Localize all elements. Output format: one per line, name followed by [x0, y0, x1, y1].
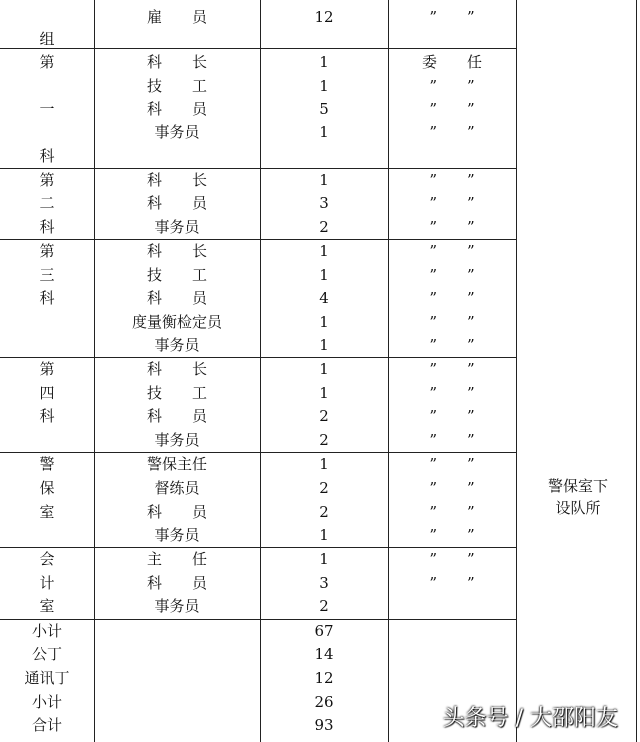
count-cell: 1 — [319, 123, 329, 141]
group-label: 公丁 — [31, 645, 62, 663]
count-cell: 4 — [319, 289, 329, 307]
position-cell: 督练员 — [154, 479, 200, 497]
count-cell: 1 — [319, 77, 329, 95]
position-cell: 技 工 — [146, 384, 207, 402]
count-cell: 1 — [319, 384, 329, 402]
count-cell: 14 — [314, 645, 334, 663]
rank-cell: ” ” — [429, 407, 475, 425]
count-cell: 3 — [319, 574, 329, 592]
position-cell: 科 长 — [146, 360, 207, 378]
group-label: 第 — [39, 53, 55, 71]
rank-cell: ” ” — [429, 455, 475, 473]
group-label: 通讯丁 — [24, 669, 70, 687]
group-label: 小计 — [31, 693, 62, 711]
count-cell: 1 — [319, 360, 329, 378]
position-cell: 雇 员 — [146, 8, 207, 26]
group-label: 科 — [39, 147, 55, 165]
position-cell: 科 长 — [146, 242, 207, 260]
position-cell: 技 工 — [146, 266, 207, 284]
watermark: 头条号 / 大邵阳友 — [442, 706, 618, 731]
rank-cell: ” ” — [429, 503, 475, 521]
count-cell: 1 — [319, 336, 329, 354]
position-cell: 科 员 — [146, 100, 207, 118]
count-cell: 2 — [319, 597, 329, 615]
count-cell: 1 — [319, 171, 329, 189]
rank-cell: ” ” — [429, 77, 475, 95]
position-cell: 科 员 — [146, 289, 207, 307]
count-cell: 2 — [319, 479, 329, 497]
group-label: 组 — [39, 30, 55, 48]
rank-cell: ” ” — [429, 289, 475, 307]
count-cell: 2 — [319, 407, 329, 425]
rank-cell: ” ” — [429, 194, 475, 212]
count-cell: 1 — [319, 242, 329, 260]
count-cell: 93 — [314, 716, 334, 734]
group-label: 科 — [39, 407, 55, 425]
group-label: 室 — [39, 597, 55, 615]
remark-line-2: 设队所 — [555, 499, 601, 517]
rank-cell: ” ” — [429, 218, 475, 236]
group-label: 室 — [39, 503, 55, 521]
position-cell: 科 员 — [146, 503, 207, 521]
position-cell: 度量衡检定员 — [131, 313, 222, 331]
count-cell: 12 — [314, 669, 334, 687]
group-rule — [0, 619, 516, 620]
count-cell: 1 — [319, 313, 329, 331]
col-rule — [516, 0, 517, 742]
position-cell: 事务员 — [154, 123, 200, 141]
group-label: 一 — [39, 100, 55, 118]
rank-cell: ” ” — [429, 479, 475, 497]
position-cell: 事务员 — [154, 218, 200, 236]
group-label: 保 — [39, 479, 55, 497]
position-cell: 技 工 — [146, 77, 207, 95]
group-label: 计 — [39, 574, 55, 592]
group-rule — [0, 547, 516, 548]
rank-cell: ” ” — [429, 384, 475, 402]
rank-cell: ” ” — [429, 526, 475, 544]
group-rule — [0, 452, 516, 453]
position-cell: 事务员 — [154, 526, 200, 544]
col-rule — [636, 0, 637, 742]
count-cell: 3 — [319, 194, 329, 212]
position-cell: 科 员 — [146, 194, 207, 212]
rank-cell: ” ” — [429, 550, 475, 568]
rank-cell: ” ” — [429, 313, 475, 331]
rank-cell: ” ” — [429, 336, 475, 354]
rank-cell: ” ” — [429, 266, 475, 284]
count-cell: 2 — [319, 431, 329, 449]
group-label: 会 — [39, 550, 55, 568]
position-cell: 警保主任 — [146, 455, 207, 473]
group-label: 科 — [39, 289, 55, 307]
group-label: 科 — [39, 218, 55, 236]
count-cell: 67 — [314, 622, 334, 640]
group-rule — [0, 357, 516, 358]
rank-cell: ” ” — [429, 242, 475, 260]
position-cell: 主 任 — [146, 550, 207, 568]
count-cell: 2 — [319, 503, 329, 521]
position-cell: 事务员 — [154, 431, 200, 449]
rank-cell: ” ” — [429, 8, 475, 26]
group-label: 四 — [39, 384, 55, 402]
group-label: 三 — [39, 266, 55, 284]
position-cell: 事务员 — [154, 336, 200, 354]
position-cell: 科 员 — [146, 407, 207, 425]
rank-cell: ” ” — [429, 123, 475, 141]
position-cell: 科 员 — [146, 574, 207, 592]
rank-cell: ” ” — [429, 431, 475, 449]
rank-cell: ” ” — [429, 171, 475, 189]
rank-cell: ” ” — [429, 360, 475, 378]
count-cell: 12 — [314, 8, 334, 26]
count-cell: 1 — [319, 266, 329, 284]
group-label: 二 — [39, 194, 55, 212]
group-rule — [0, 168, 516, 169]
group-label: 小计 — [31, 622, 62, 640]
count-cell: 5 — [319, 100, 329, 118]
group-label: 合计 — [31, 716, 62, 734]
rank-cell: ” ” — [429, 574, 475, 592]
count-cell: 1 — [319, 526, 329, 544]
count-cell: 1 — [319, 455, 329, 473]
count-cell: 1 — [319, 550, 329, 568]
group-rule — [0, 239, 516, 240]
group-label: 第 — [39, 171, 55, 189]
remark-line-1: 警保室下 — [547, 477, 608, 495]
position-cell: 科 长 — [146, 171, 207, 189]
position-cell: 科 长 — [146, 53, 207, 71]
group-label: 第 — [39, 360, 55, 378]
rank-cell: ” ” — [429, 100, 475, 118]
group-rule — [0, 48, 516, 49]
count-cell: 2 — [319, 218, 329, 236]
position-cell: 事务员 — [154, 597, 200, 615]
group-label: 第 — [39, 242, 55, 260]
count-cell: 1 — [319, 53, 329, 71]
group-label: 警 — [39, 455, 55, 473]
rank-cell: 委 任 — [421, 53, 482, 71]
count-cell: 26 — [314, 693, 334, 711]
